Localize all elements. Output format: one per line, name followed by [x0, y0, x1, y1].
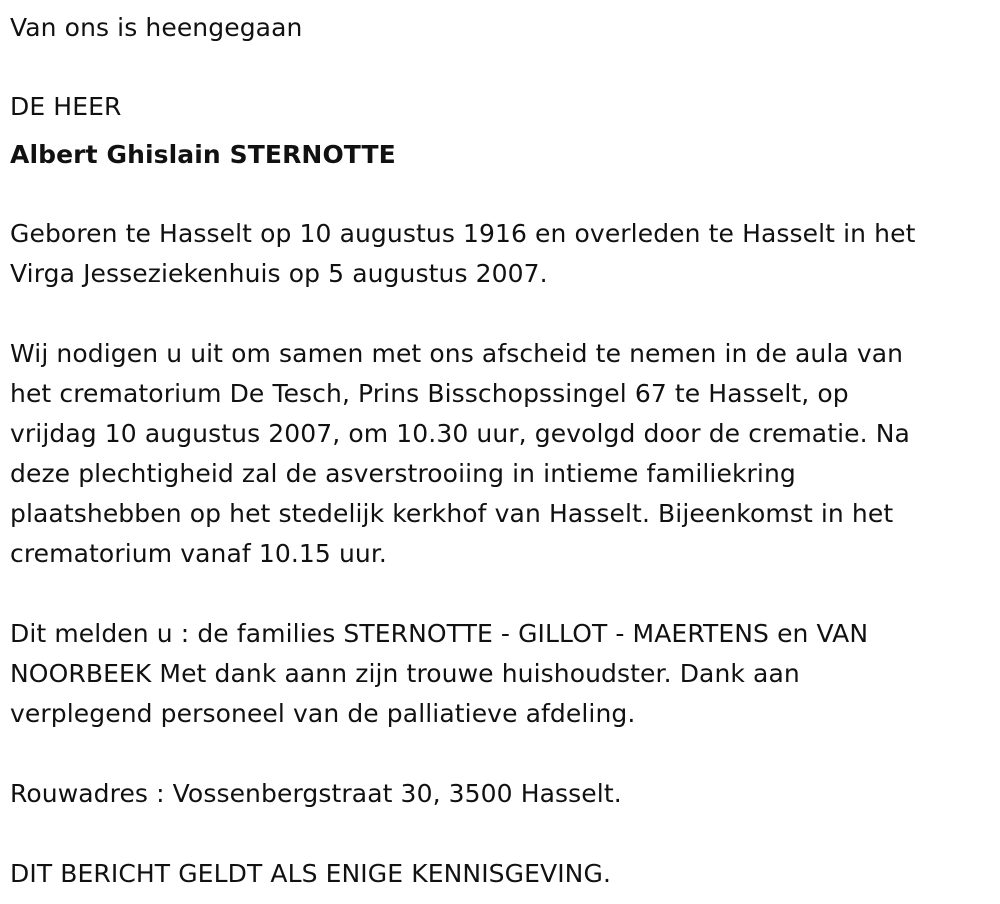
paragraph-line: vrijdag 10 augustus 2007, om 10.30 uur, gevolgd door de crematie. Na [10, 419, 910, 448]
family-paragraph [10, 614, 990, 734]
paragraph-line: Dit melden u : de families STERNOTTE - GILLOT - MAERTENS en VAN [10, 619, 869, 648]
paragraph-line: Virga Jesseziekenhuis op 5 augustus 2007. [10, 259, 548, 288]
paragraph-line: Geboren te Hasselt op 10 augustus 1916 en overleden te Hasselt in het [10, 219, 916, 248]
honorific-title: DE HEER [10, 92, 122, 121]
mourning-address: Rouwadres : Vossenbergstraat 30, 3500 Hasselt. [10, 779, 622, 808]
invitation-paragraph [10, 334, 990, 574]
deceased-name: Albert Ghislain STERNOTTE [10, 140, 396, 169]
paragraph-line: crematorium vanaf 10.15 uur. [10, 539, 387, 568]
paragraph-line: deze plechtigheid zal de asverstrooiing in intieme familiekring [10, 459, 796, 488]
paragraph-line: NOORBEEK Met dank aann zijn trouwe huishoudster. Dank aan [10, 659, 800, 688]
paragraph-line: het crematorium De Tesch, Prins Bisschopssingel 67 te Hasselt, op [10, 379, 849, 408]
address-paragraph [10, 774, 990, 814]
paragraph-line: Wij nodigen u uit om samen met ons afscheid te nemen in de aula van [10, 339, 904, 368]
official-notice: DIT BERICHT GELDT ALS ENIGE KENNISGEVING. [10, 859, 611, 888]
notice-paragraph [10, 854, 990, 894]
birth-death-paragraph [10, 214, 990, 294]
paragraph-line: plaatshebben op het stedelijk kerkhof van Hasselt. Bijeenkomst in het [10, 499, 894, 528]
paragraph-line: verplegend personeel van de palliatieve afdeling. [10, 699, 636, 728]
intro-text: Van ons is heengegaan [10, 13, 303, 42]
